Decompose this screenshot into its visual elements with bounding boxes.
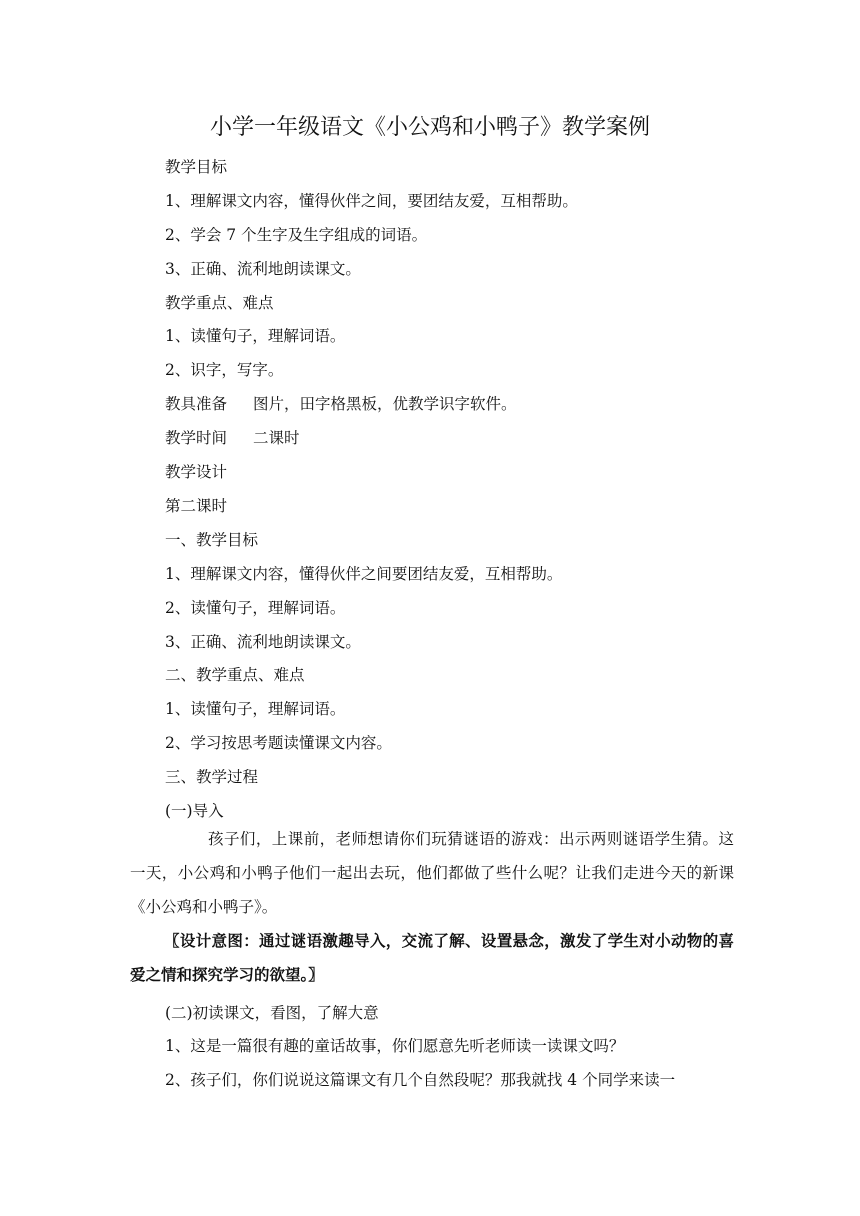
section-heading: 一、教学目标: [165, 531, 259, 549]
list-item: 2、识字，写字。: [165, 361, 284, 379]
section-heading-goals: 教学目标: [165, 158, 228, 176]
subsection-heading: (二)初读课文，看图，了解大意: [165, 1004, 379, 1022]
section-heading-lesson: 第二课时: [165, 497, 228, 515]
section-heading: 二、教学重点、难点: [165, 666, 305, 684]
prep-line: [165, 393, 517, 415]
design-note: 〖设计意图：通过谜语激趣导入，交流了解、设置悬念，激发了学生对小动物的喜爱之情和探究学习的欲望。〗: [130, 932, 734, 984]
list-item: 1、读懂句子，理解词语。: [165, 700, 346, 718]
list-item: 1、这是一篇很有趣的童话故事，你们愿意先听老师读一读课文吗？: [165, 1037, 625, 1055]
section-heading: 三、教学过程: [165, 768, 259, 786]
intro-paragraph: 孩子们，上课前，老师想请你们玩猜谜语的游戏：出示两则谜语学生猜。这一天，小公鸡和小鸭子他们一起出去玩，他们都做了些什么呢？让我们走进今天的新课《小公鸡和小鸭子》。: [130, 830, 734, 916]
prep-label: 教具准备: [165, 395, 228, 413]
section-heading-design: 教学设计: [165, 463, 228, 481]
prep-value: 图片，田字格黑板，优教学识字软件。: [253, 395, 517, 413]
list-item: 1、理解课文内容，懂得伙伴之间要团结友爱，互相帮助。: [165, 565, 563, 583]
time-label: 教学时间: [165, 429, 228, 447]
list-item: 2、孩子们，你们说说这篇课文有几个自然段呢？那我就找 4 个同学来读一: [165, 1071, 676, 1089]
list-item: 1、理解课文内容，懂得伙伴之间，要团结友爱，互相帮助。: [165, 192, 578, 210]
time-line: [165, 427, 300, 449]
list-item: 2、学习按思考题读懂课文内容。: [165, 734, 392, 752]
list-item: 3、正确、流利地朗读课文。: [165, 633, 361, 651]
subsection-heading: (一)导入: [165, 802, 224, 820]
page-title: 小学一年级语文《小公鸡和小鸭子》教学案例: [209, 115, 650, 140]
list-item: 2、读懂句子，理解词语。: [165, 599, 346, 617]
time-value: 二课时: [253, 429, 300, 447]
section-heading-key-points: 教学重点、难点: [165, 294, 274, 312]
list-item: 2、学会 7 个生字及生字组成的词语。: [165, 226, 428, 244]
list-item: 1、读懂句子，理解词语。: [165, 327, 346, 345]
list-item: 3、正确、流利地朗读课文。: [165, 260, 361, 278]
